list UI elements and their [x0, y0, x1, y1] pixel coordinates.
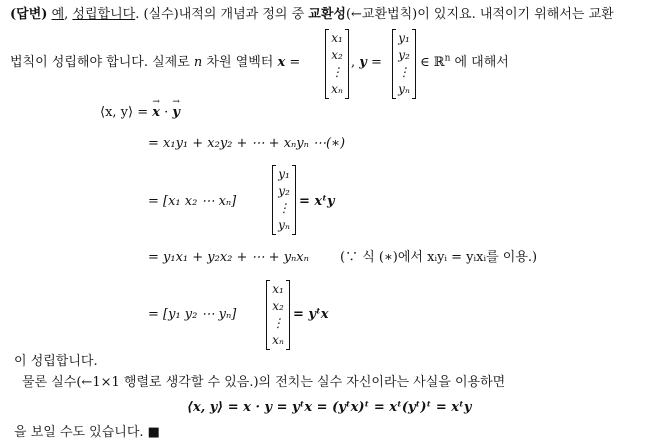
commutativity-term: 교환성 — [308, 7, 346, 22]
line2-tail — [420, 54, 509, 72]
real-set: ∈ ℝ — [420, 55, 445, 70]
conclusion-line-1: 이 성립합니다. — [14, 354, 98, 369]
eq3-column-y: y₁ y₂ ⋮ yₙ — [272, 166, 296, 234]
eq5-lhs: = [y₁ y₂ ⋯ yₙ] — [148, 307, 237, 322]
eq4-note: (∵ 식 (∗)에서 xᵢyᵢ = yᵢxᵢ를 이용.) — [340, 250, 538, 265]
x-vector-symbol: x — [277, 55, 286, 70]
column-vector-y: y₁ y₂ ⋮ yₙ — [392, 30, 416, 98]
line2-text-b: 차원 열벡터 — [202, 55, 278, 70]
eq1-lhs: ⟨x, y⟩ = — [100, 105, 149, 120]
line2-text-a: 법칙이 성립해야 합니다. 실제로 — [10, 55, 194, 70]
y-definition: , y = — [351, 55, 382, 70]
eq5-column-x: x₁ x₂ ⋮ xₙ — [266, 281, 290, 349]
column-vector-x: x₁ x₂ ⋮ xₙ — [325, 30, 349, 98]
line1-text-a: . (실수)내적의 개념과 정의 중 — [135, 7, 309, 22]
eq4: = y₁x₁ + y₂x₂ + ⋯ + yₙxₙ — [148, 250, 309, 265]
n-symbol: n — [193, 55, 203, 70]
eq1: ⟨x, y⟩ = → x · → y — [100, 104, 180, 122]
answer-line-2: 법칙이 성립해야 합니다. 실제로 n 차원 열벡터 x = — [10, 55, 301, 70]
line1-text-b: (←교환법칙)이 있지요. 내적이기 위해서는 교환 — [345, 7, 614, 22]
yes-text: 예 — [51, 7, 65, 22]
eq2: = x₁y₁ + x₂y₂ + ⋯ + xₙyₙ ⋯(∗) — [148, 136, 346, 151]
eq3-lhs: = [x₁ x₂ ⋯ xₙ] — [148, 194, 237, 209]
line2-text-c: 에 대해서 — [450, 55, 509, 70]
conclusion-line-3: 을 보일 수도 있습니다. ■ — [14, 425, 160, 440]
y-vector-symbol: y — [359, 55, 367, 70]
answer-line-1: (답변) 예, 성립합니다. (실수)내적의 개념과 정의 중 교환성(←교환법칙)이 있지요. 내적이기 위해서는 교환 — [10, 7, 614, 22]
holds-text: 성립합니다 — [72, 7, 136, 22]
conclusion-line-2: 물론 실수(←1×1 행렬로 생각할 수 있음.)의 전치는 실수 자신이라는 사실을 이용하면 — [22, 375, 506, 390]
real-set-dim: n — [444, 53, 451, 64]
conclusion-formula: ⟨x, y⟩ = x · y = yᵗx = (yᵗx)ᵗ = xᵗ(yᵗ)ᵗ = xᵗy — [187, 400, 472, 415]
eq3-rhs: = xᵗy — [299, 194, 335, 209]
eq5-rhs: = yᵗx — [293, 307, 329, 322]
answer-label: (답변) — [10, 7, 48, 22]
